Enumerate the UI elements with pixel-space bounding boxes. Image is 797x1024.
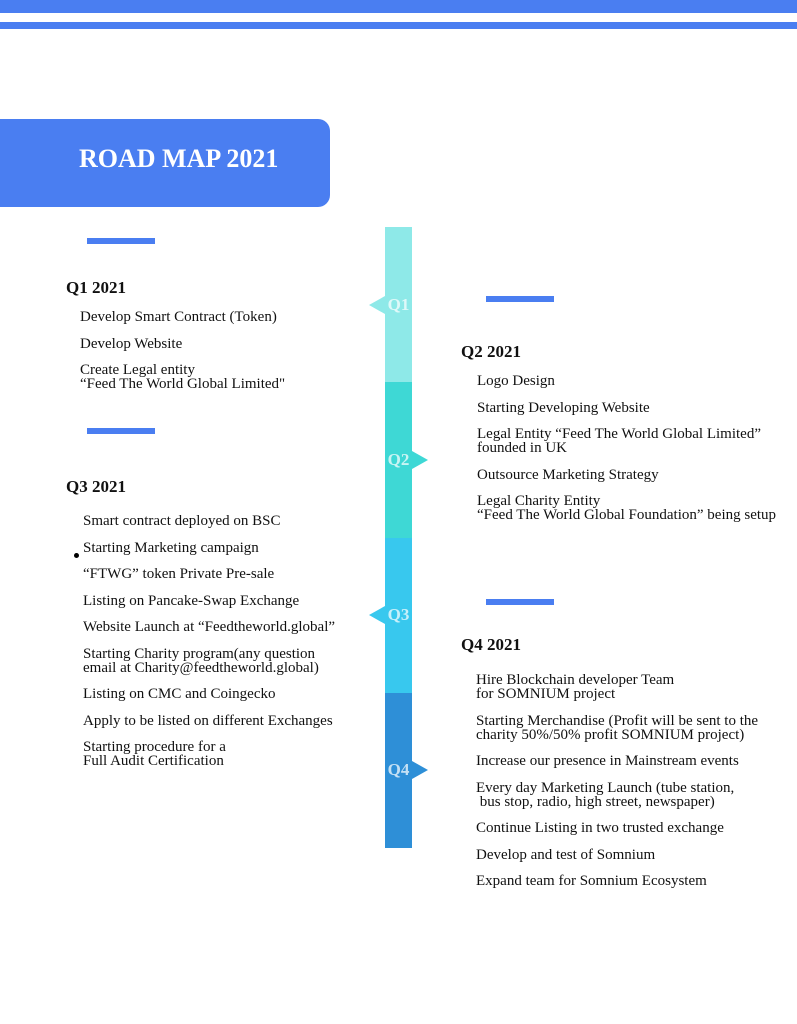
page-title: ROAD MAP 2021 xyxy=(79,144,279,173)
roadmap-item xyxy=(477,374,776,388)
roadmap-item xyxy=(476,874,758,888)
roadmap-item xyxy=(83,714,335,728)
roadmap-item-line: email at Charity@feedtheworld.global) xyxy=(83,659,319,676)
roadmap-item-line: Starting Merchandise (Profit will be sent to the xyxy=(476,712,759,729)
arrow-left-icon xyxy=(369,296,385,314)
timeline-label-q2: Q2 xyxy=(387,449,410,469)
top-accent-bar xyxy=(0,0,797,13)
roadmap-item-line: Hire Blockchain developer Team xyxy=(476,672,675,688)
roadmap-item xyxy=(83,687,335,701)
q1-dash-marker xyxy=(87,238,155,244)
q2-dash-marker xyxy=(486,296,554,302)
timeline-segment-q2 xyxy=(385,382,412,537)
roadmap-item xyxy=(83,541,335,555)
roadmap-item-line: Starting Marketing campaign xyxy=(83,539,259,556)
arrow-right-icon xyxy=(412,761,428,779)
timeline-segment-q4 xyxy=(385,693,412,848)
roadmap-item-line: Listing on Pancake-Swap Exchange xyxy=(83,592,300,609)
timeline-label-q4: Q4 xyxy=(387,760,410,780)
roadmap-item-line: Website Launch at “Feedtheworld.global” xyxy=(83,619,336,635)
roadmap-item xyxy=(477,494,776,522)
roadmap-item xyxy=(83,514,335,528)
roadmap-item-line: Develop Smart Contract (Token) xyxy=(80,309,277,325)
roadmap-item-line: Every day Marketing Launch (tube station, xyxy=(476,779,735,796)
roadmap-item xyxy=(80,363,285,391)
roadmap-item xyxy=(476,821,758,835)
roadmap-item xyxy=(476,673,758,701)
timeline-bar xyxy=(385,227,412,848)
roadmap-item-line: charity 50%/50% profit SOMNIUM project) xyxy=(476,726,745,743)
roadmap-item-line: Starting Charity program(any question xyxy=(83,645,316,662)
roadmap-item xyxy=(477,468,776,482)
top-accent-bar-thin xyxy=(0,22,797,29)
roadmap-item-line: Continue Listing in two trusted exchange xyxy=(476,820,724,836)
q2-heading: Q2 2021 xyxy=(461,342,521,361)
roadmap-item-line: Listing on CMC and Coingecko xyxy=(83,686,276,702)
q4-heading: Q4 2021 xyxy=(461,635,521,654)
roadmap-item xyxy=(83,567,335,581)
roadmap-item-line: Starting Developing Website xyxy=(477,399,650,416)
q2-item-list xyxy=(477,374,776,535)
roadmap-item-line: Develop Website xyxy=(80,335,183,352)
roadmap-item-line: Legal Entity “Feed The World Global Limited” xyxy=(477,426,761,442)
timeline-label-q3: Q3 xyxy=(387,605,410,625)
roadmap-item-line: Legal Charity Entity xyxy=(477,493,601,509)
roadmap-item-line: Apply to be listed on different Exchanges xyxy=(83,712,333,729)
roadmap-item-line: Starting procedure for a xyxy=(83,739,226,755)
roadmap-item-line: Logo Design xyxy=(477,373,555,389)
q4-dash-marker xyxy=(486,599,554,605)
roadmap-item xyxy=(476,781,758,809)
roadmap-item xyxy=(477,427,776,455)
roadmap-item xyxy=(83,594,335,608)
roadmap-item-line: Expand team for Somnium Ecosystem xyxy=(476,873,707,889)
q4-item-list xyxy=(476,673,758,901)
roadmap-item xyxy=(83,740,335,768)
roadmap-item xyxy=(476,714,758,742)
roadmap-item xyxy=(80,337,285,351)
roadmap-item-line: Develop and test of Somnium xyxy=(476,846,656,863)
q1-item-list xyxy=(80,310,285,404)
roadmap-item-line: Outsource Marketing Strategy xyxy=(477,466,659,483)
roadmap-item xyxy=(83,620,335,634)
q3-dash-marker xyxy=(87,428,155,434)
roadmap-item-line: bus stop, radio, high street, newspaper) xyxy=(476,793,715,810)
roadmap-item-line: “Feed The World Global Foundation” being setup xyxy=(477,507,777,523)
timeline-segment-q3 xyxy=(385,538,412,693)
timeline-label-q1: Q1 xyxy=(387,294,410,314)
arrow-right-icon xyxy=(412,451,428,469)
roadmap-item xyxy=(476,754,758,768)
roadmap-item xyxy=(83,647,335,675)
bullet-dot xyxy=(74,553,79,558)
timeline-segment-q1 xyxy=(385,227,412,382)
q3-heading: Q3 2021 xyxy=(66,477,126,496)
roadmap-item-line: Create Legal entity xyxy=(80,362,195,378)
roadmap-item xyxy=(476,848,758,862)
roadmap-item-line: Increase our presence in Mainstream events xyxy=(476,753,739,769)
roadmap-item-line: for SOMNIUM project xyxy=(476,686,616,702)
roadmap-item xyxy=(477,401,776,415)
roadmap-item-line: founded in UK xyxy=(477,440,567,456)
arrow-left-icon xyxy=(369,606,385,624)
q1-heading: Q1 2021 xyxy=(66,278,126,297)
q3-item-list xyxy=(83,514,335,781)
roadmap-item-line: Smart contract deployed on BSC xyxy=(83,513,281,529)
roadmap-item-line: “FTWG” token Private Pre-sale xyxy=(83,566,275,582)
title-banner xyxy=(0,119,330,207)
roadmap-item xyxy=(80,310,285,324)
roadmap-item-line: Full Audit Certification xyxy=(83,753,224,769)
roadmap-item-line: “Feed The World Global Limited" xyxy=(80,376,286,392)
